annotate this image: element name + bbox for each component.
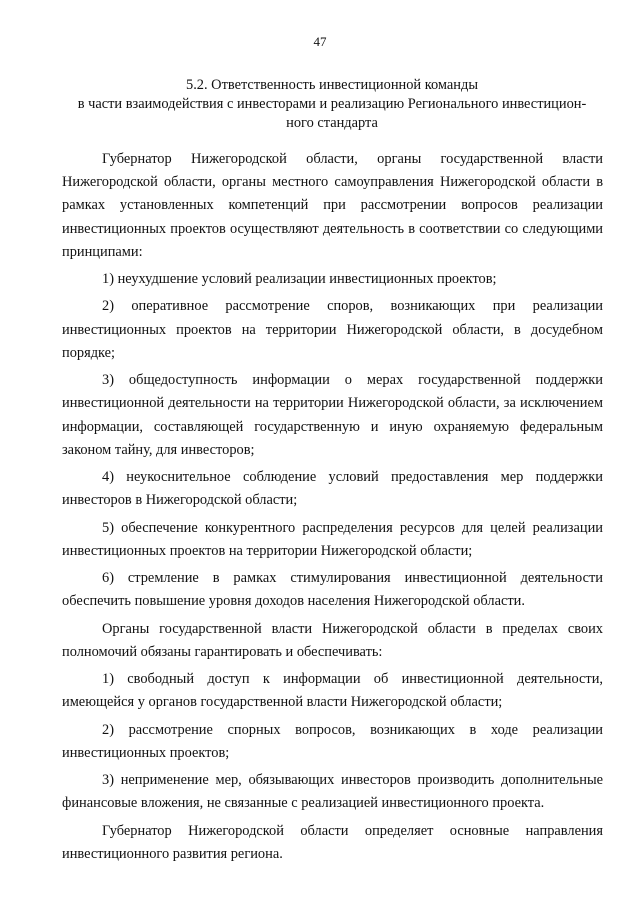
obligations-paragraph: Органы государственной власти Нижегородской области в пределах своих полномочий обязаны гарантировать и обеспечивать: [62,620,603,660]
principle-item: 2) оперативное рассмотрение споров, возникающих при реализации инвестиционных проектов на территории Нижегородской области, в досудебном порядке; [62,298,603,361]
obligation-item: 1) свободный доступ к информации об инвестиционной деятельности, имеющейся у органов государственной власти Нижегородской области; [62,671,603,711]
obligation-item: 3) неприменение мер, обязывающих инвесторов производить дополнительные финансовые вложения, не связанные с реализацией инвестиционного проекта. [62,772,603,812]
closing-paragraph: Губернатор Нижегородской области определяет основные направления инвестиционного развития региона. [62,822,603,862]
heading-line: ного стандарта [286,115,378,131]
intro-paragraph: Губернатор Нижегородской области, органы государственной власти Нижегородской области, органы местного самоуправления Нижегородской области в рамках установленных компетенций при рассмотрении вопросов реализации инвестиционных проектов осуществляют деятельность в соответствии со следующими принципами: [62,151,603,260]
heading-line: в части взаимодействия с инвесторами и реализацию Регионального инвестицион- [77,96,587,112]
heading-line: 5.2. Ответственность инвестиционной команды [186,77,478,93]
obligation-item: 2) рассмотрение спорных вопросов, возникающих в ходе реализации инвестиционных проектов; [62,721,603,761]
principle-item: 1) неухудшение условий реализации инвестиционных проектов; [102,271,497,288]
principle-item: 3) общедоступность информации о мерах государственной поддержки инвестиционной деятельности на территории Нижегородской области, за исключением информации, составляющей государственную и иную охраняемую федеральным законом тайну, для инвесторов; [62,372,603,458]
principle-item: 4) неукоснительное соблюдение условий предоставления мер поддержки инвесторов в Нижегородской области; [62,469,603,509]
section-heading [62,76,602,133]
body-text [62,148,603,870]
principle-item: 6) стремление в рамках стимулирования инвестиционной деятельности обеспечить повышение уровня доходов населения Нижегородской области. [62,570,603,610]
page-number: 47 [313,34,327,49]
principle-item: 5) обеспечение конкурентного распределения ресурсов для целей реализации инвестиционных проектов на территории Нижегородской области; [62,519,603,559]
